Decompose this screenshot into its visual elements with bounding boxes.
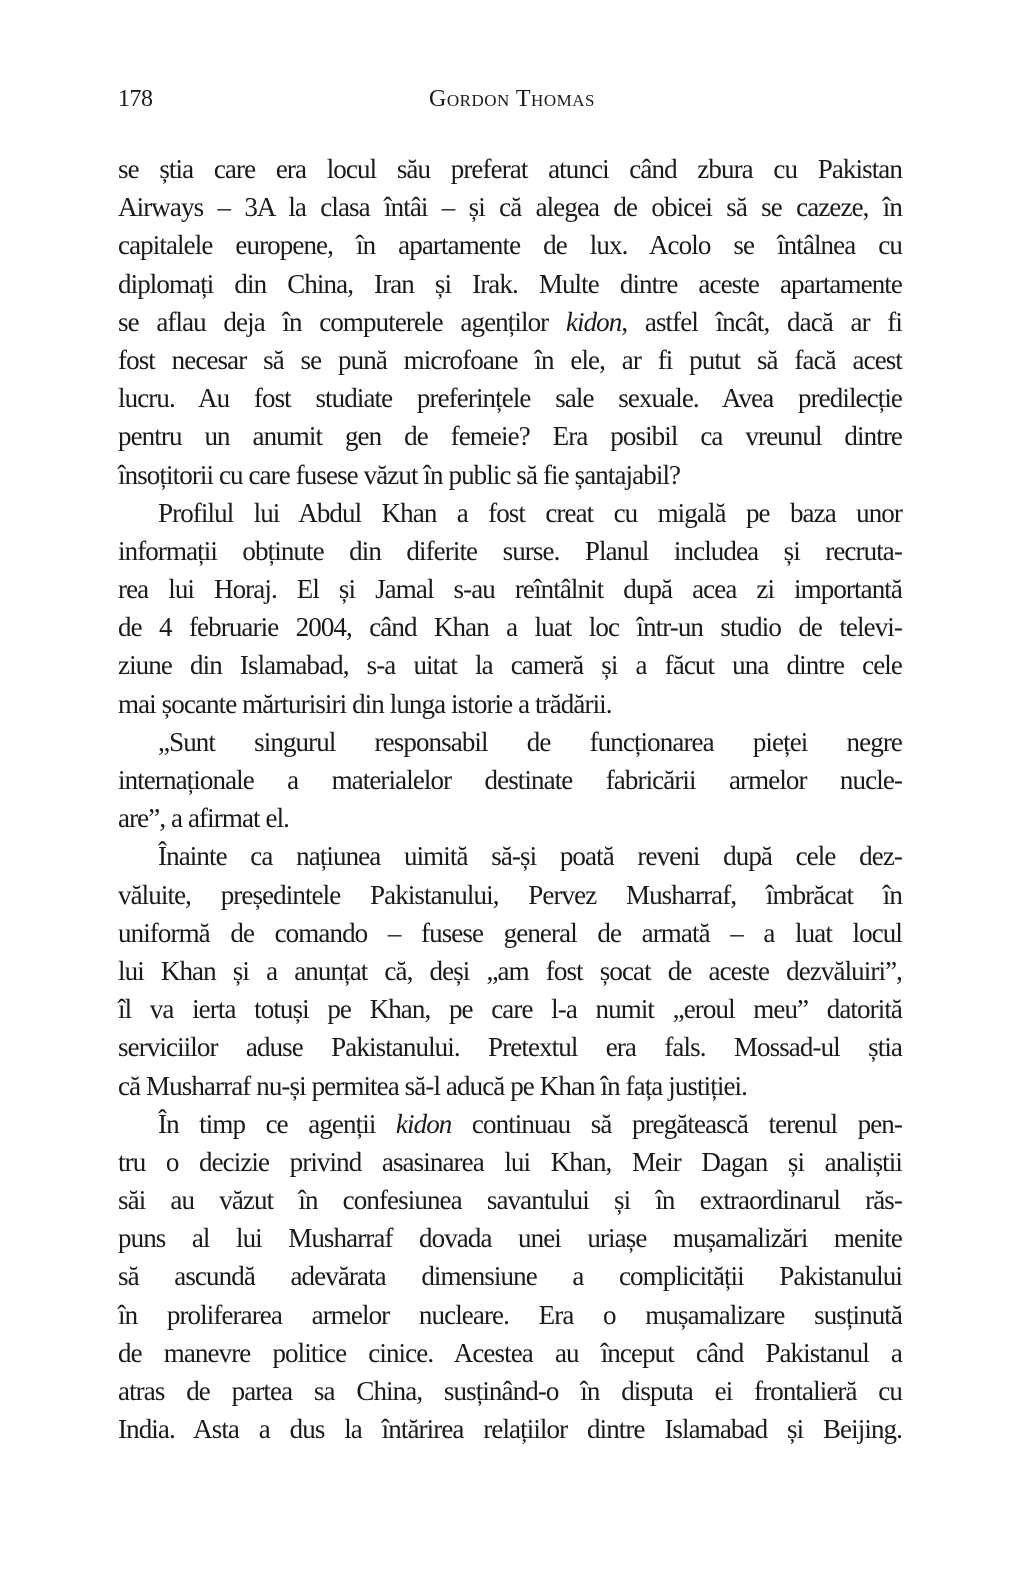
text-line: de manevre politice cinice. Acestea au început când Pakistanul a bbox=[118, 1337, 902, 1368]
text-line: ziune din Islamabad, s-a uitat la cameră și a făcut una dintre cele bbox=[118, 650, 902, 681]
text-line: atras de partea sa China, susținând-o în disputa ei frontalieră cu bbox=[118, 1376, 902, 1406]
text-line: are”, a afirmat el. bbox=[118, 803, 290, 834]
text-line: mai șocante mărturisiri din lunga istorie a trădării. bbox=[118, 688, 612, 719]
text-run: , astfel încât, dacă ar fi bbox=[621, 306, 902, 337]
text-line: rea lui Horaj. El și Jamal s-au reîntâlnit după acea zi importantă bbox=[118, 574, 902, 605]
text-line: se știa care era locul său preferat atunci când zbura cu Pakistan bbox=[118, 154, 902, 184]
text-line: să ascundă adevărata dimensiune a complicității Pakistanului bbox=[118, 1261, 902, 1292]
text-line: Airways – 3A la clasa întâi – și că alegea de obicei să se cazeze, în bbox=[118, 192, 902, 223]
text-line bbox=[118, 1105, 902, 1143]
text-run: În timp ce agenții bbox=[158, 1108, 396, 1139]
text-line: Profilul lui Abdul Khan a fost creat cu migală pe baza unor bbox=[158, 497, 902, 528]
paragraph bbox=[118, 150, 902, 494]
text-line bbox=[118, 303, 902, 341]
text-line: puns al lui Musharraf dovada unei uriașe mușamalizări menite bbox=[118, 1223, 902, 1254]
running-head: Gordon Thomas bbox=[429, 86, 595, 112]
text-line: săi au văzut în confesiunea savantului și în extraordinarul răs- bbox=[118, 1185, 902, 1216]
page-number: 178 bbox=[118, 86, 153, 112]
text-line: în proliferarea armelor nucleare. Era o mușamalizare susținută bbox=[118, 1299, 902, 1330]
paragraph bbox=[118, 494, 902, 723]
paragraph bbox=[118, 837, 902, 1104]
text-line: văluite, președintele Pakistanului, Pervez Musharraf, îmbrăcat în bbox=[118, 879, 902, 910]
text-line: capitalele europene, în apartamente de lux. Acolo se întâlnea cu bbox=[118, 230, 902, 261]
text-line: fost necesar să se pună microfoane în ele, ar fi putut să facă acest bbox=[118, 344, 902, 375]
body-text bbox=[118, 150, 902, 1448]
paragraph bbox=[118, 723, 902, 838]
text-line: diplomați din China, Iran și Irak. Multe dintre aceste apartamente bbox=[118, 268, 902, 299]
text-line: „Sunt singurul responsabil de funcționarea pieței negre bbox=[158, 726, 902, 757]
text-run: se aflau deja în computerele agenților bbox=[118, 306, 566, 337]
paragraph bbox=[118, 1105, 902, 1449]
text-run: continuau să pregătească terenul pen- bbox=[451, 1108, 902, 1139]
text-line: serviciilor aduse Pakistanului. Pretextul era fals. Mossad-ul știa bbox=[118, 1032, 902, 1063]
text-line: lui Khan și a anunțat că, deși „am fost șocat de aceste dezvăluiri”, bbox=[118, 955, 902, 986]
text-line: însoțitorii cu care fusese văzut în public să fie șantajabil? bbox=[118, 459, 681, 490]
text-line: informații obținute din diferite surse. Planul includea și recruta- bbox=[118, 535, 902, 566]
text-line: de 4 februarie 2004, când Khan a luat loc într-un studio de televi- bbox=[118, 612, 902, 643]
text-line: îl va ierta totuși pe Khan, pe care l-a numit „eroul meu” datorită bbox=[118, 994, 902, 1025]
text-line: internaționale a materialelor destinate fabricării armelor nucle- bbox=[118, 765, 902, 795]
italic-term: kidon bbox=[395, 1108, 452, 1139]
text-line: uniformă de comando – fusese general de armată – a luat locul bbox=[118, 917, 902, 948]
text-line: pentru un anumit gen de femeie? Era posibil ca vreunul dintre bbox=[118, 421, 902, 452]
text-line: tru o decizie privind asasinarea lui Khan, Meir Dagan și analiștii bbox=[118, 1146, 902, 1177]
italic-term: kidon bbox=[565, 306, 622, 337]
text-line: lucru. Au fost studiate preferințele sale sexuale. Avea predilecție bbox=[118, 383, 902, 414]
text-line: că Musharraf nu-și permitea să-l aducă pe Khan în fața justiției. bbox=[118, 1070, 747, 1101]
text-line: Înainte ca națiunea uimită să-și poată reveni după cele dez- bbox=[158, 841, 902, 872]
text-line: India. Asta a dus la întărirea relațiilor dintre Islamabad și Beijing. bbox=[118, 1414, 902, 1445]
